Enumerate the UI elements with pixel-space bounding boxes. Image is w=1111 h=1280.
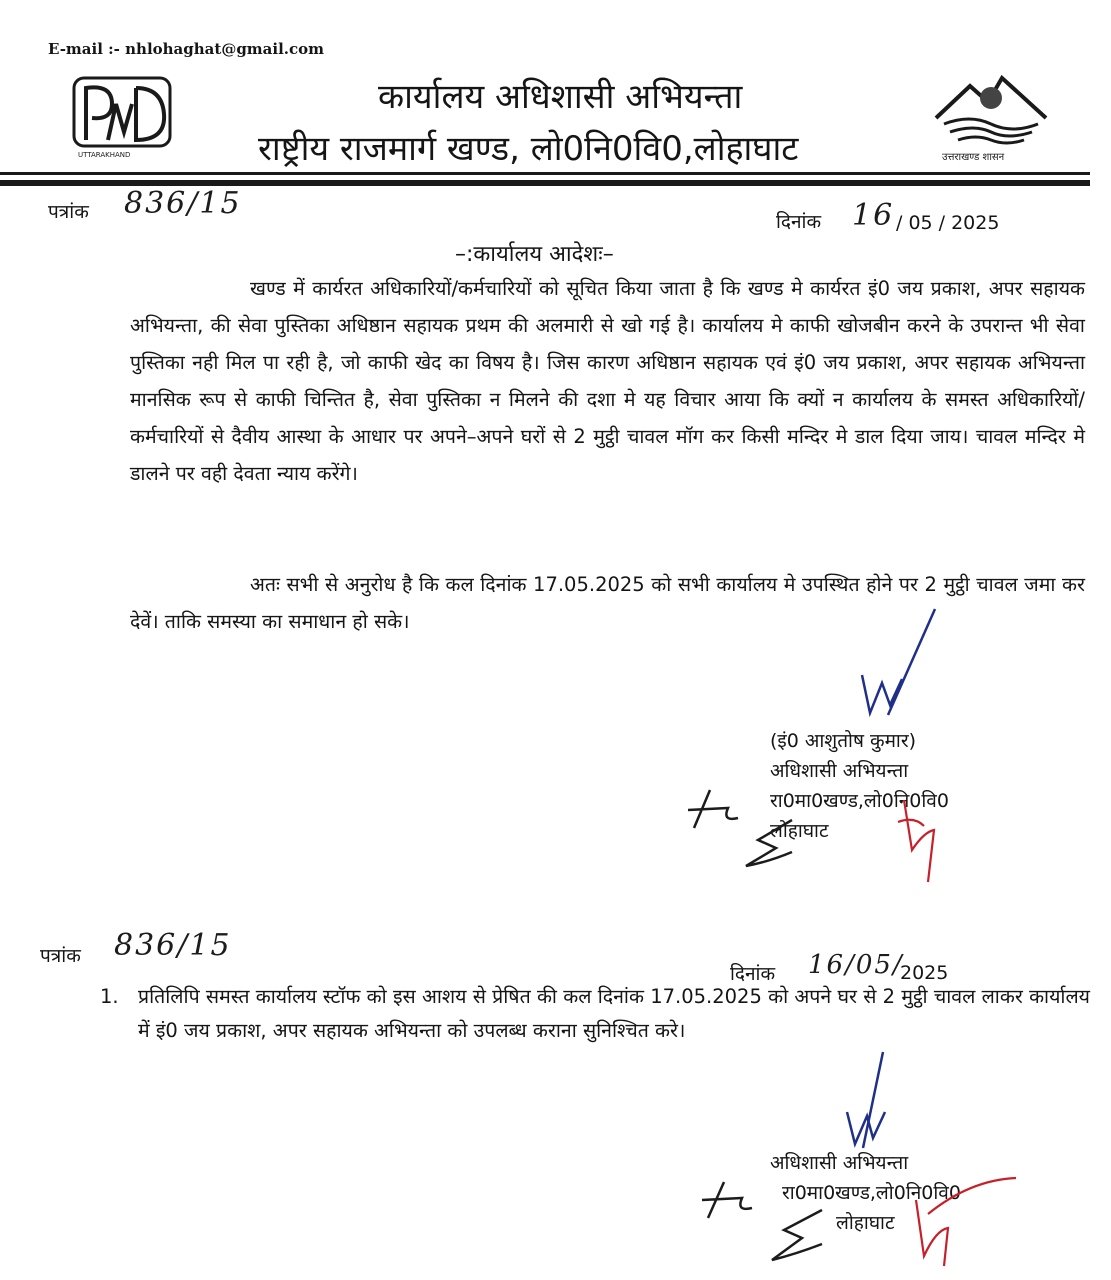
patrank-label: पत्रांक: [48, 201, 89, 223]
copy-dinank-year: 2025: [900, 962, 949, 984]
pwd-logo-caption: UTTARAKHAND: [78, 151, 131, 159]
order-paragraph-1-text: खण्ड में कार्यरत अधिकारियों/कर्मचारियों को सूचित किया जाता है कि खण्ड मे कार्यरत इं0 जय प्रकाश, अपर सहायक अभियन्ता, की सेवा पुस्तिका अधिष्ठान सहायक प्रथम की अलमारी से खो गई है। कार्यालय मे काफी खोजबीन करने के उपरान्त भी सेवा पुस्तिका नही मिल पा रही है, जो काफी खेद का विषय है। जिस कारण अधिष्ठान सहायक एवं इं0 जय प्रकाश, अपर सहायक अभियन्ता मानसिक रूप से काफी चिन्तित है, सेवा पुस्तिका न मिलने की दशा मे यह विचार आया कि क्यों न कार्यालय के समस्त अधिकारियों/कर्मचारियों से दैवीय आस्था के आधार पर अपने–अपने घरों से 2 मुट्ठी चावल मॉग कर किसी मन्दिर मे डाल दिया जाय। चावल मन्दिर मे डालने पर वही देवता न्याय करेंगे।: [130, 277, 1085, 485]
officer-designation-2: अधिशासी अभियन्ता: [770, 1152, 909, 1174]
order-paragraph-1: [130, 270, 1085, 492]
header-rule-thin: [0, 172, 1090, 175]
signature-ee-2: [835, 1048, 945, 1158]
initials-signature-1: [688, 770, 958, 895]
emblem-figure-icon: [980, 87, 1002, 109]
officer-place-2: लोहाघाट: [836, 1212, 895, 1234]
dinank-month-year: / 05 / 2025: [896, 212, 1000, 234]
patrank-number: 836/15: [124, 186, 242, 221]
pwd-logo: [72, 74, 172, 160]
emblem-caption: उत्तराखण्ड शासन: [942, 152, 1005, 163]
signature-ee-1: [840, 605, 950, 730]
initials-signature-2: [700, 1170, 1020, 1270]
officer-office: रा0मा0खण्ड,लो0नि0वि0: [770, 790, 949, 812]
copy-item-number: 1.: [100, 985, 119, 1008]
officer-office-2: रा0मा0खण्ड,लो0नि0वि0: [782, 1182, 961, 1204]
email-line: E-mail :- nhlohaghat@gmail.com: [48, 40, 325, 58]
order-paragraph-2-text: अतः सभी से अनुरोध है कि कल दिनांक 17.05.2025 को सभी कार्यालय मे उपस्थित होने पर 2 मुट्ठी चावल जमा कर देवें। ताकि समस्या का समाधान हो सके।: [130, 573, 1085, 633]
division-title: राष्ट्रीय राजमार्ग खण्ड, लो0नि0वि0,लोहाघाट: [258, 129, 799, 169]
dinank-day: 16: [852, 198, 895, 233]
copy-dinank-label: दिनांक: [730, 963, 776, 985]
dinank-label: दिनांक: [776, 211, 822, 233]
uttarakhand-emblem: [930, 68, 1052, 164]
office-title: कार्यालय अधिशासी अभियन्ता: [378, 77, 743, 117]
copy-patrank-label: पत्रांक: [40, 945, 81, 967]
copy-dinank-day-month: 16/05/: [808, 950, 904, 980]
copy-patrank-number: 836/15: [114, 928, 232, 963]
officer-designation: अधिशासी अभियन्ता: [770, 760, 909, 782]
officer-name: (इं0 आशुतोष कुमार): [770, 730, 917, 752]
order-heading: –:कार्यालय आदेशः–: [455, 242, 614, 267]
copy-item-text: प्रतिलिपि समस्त कार्यालय स्टॉफ को इस आशय से प्रेषित की कल दिनांक 17.05.2025 को अपने घर से 2 मुट्ठी चावल लाकर कार्यालय में इं0 जय प्रकाश, अपर सहायक अभियन्ता को उपलब्ध कराना सुनिश्चित करे।: [138, 985, 1090, 1042]
copy-item-1: [100, 980, 1090, 1048]
officer-place: लोहाघाट: [770, 820, 829, 842]
